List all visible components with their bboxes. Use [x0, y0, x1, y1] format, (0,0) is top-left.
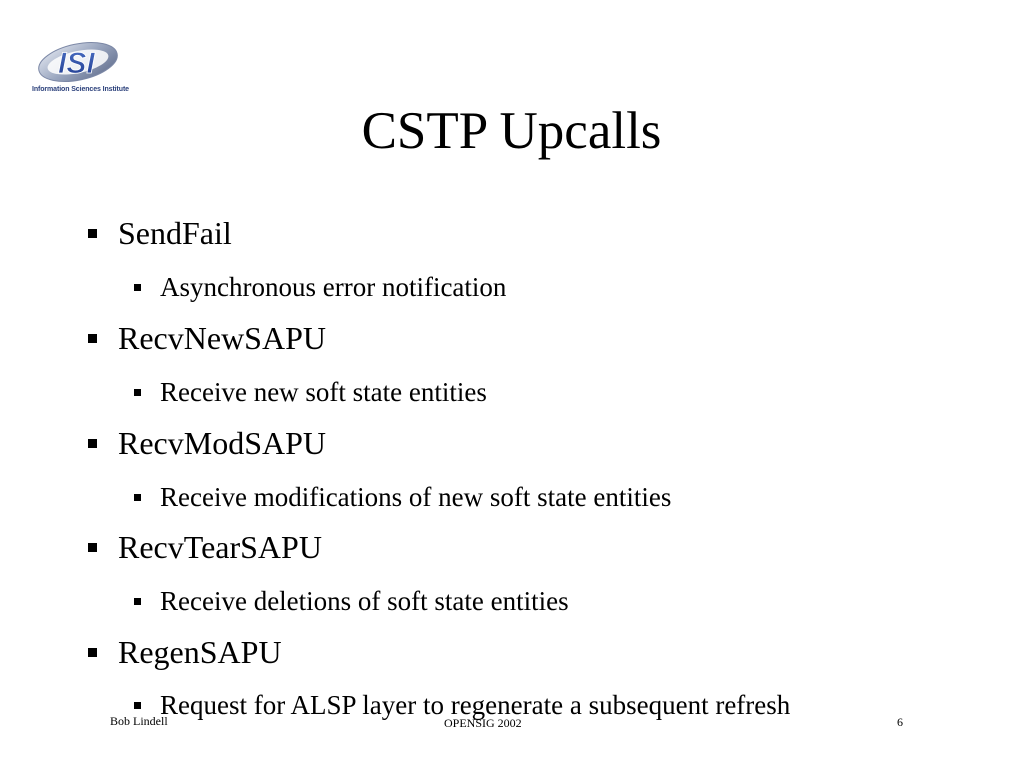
sub-bullet-text: Receive deletions of soft state entities	[160, 586, 569, 616]
bullet-item	[88, 527, 322, 567]
svg-text:ISI: ISI	[58, 47, 95, 80]
square-bullet-icon	[88, 543, 97, 552]
footer-author: Bob Lindell	[110, 714, 168, 728]
square-bullet-icon	[134, 702, 141, 709]
sub-bullet-item	[134, 270, 506, 304]
bullet-item	[88, 318, 326, 358]
sub-bullet-item	[134, 480, 671, 514]
bullet-text: RecvModSAPU	[118, 425, 327, 461]
square-bullet-icon	[134, 389, 141, 396]
slide-title: CSTP Upcalls	[361, 102, 662, 160]
square-bullet-icon	[134, 494, 141, 501]
square-bullet-icon	[88, 229, 97, 238]
square-bullet-icon	[134, 284, 141, 291]
sub-bullet-text: Asynchronous error notification	[160, 272, 507, 302]
bullet-text: SendFail	[118, 215, 232, 251]
sub-bullet-text: Request for ALSP layer to regenerate a subsequent refresh	[160, 690, 791, 720]
sub-bullet-item	[134, 584, 569, 618]
bullet-item	[88, 632, 282, 672]
sub-bullet-text: Receive modifications of new soft state entities	[160, 482, 672, 512]
square-bullet-icon	[88, 334, 97, 343]
footer-event: OPENSIG 2002	[444, 716, 522, 730]
bullet-text: RecvNewSAPU	[118, 320, 326, 356]
logo-caption: Information Sciences Institute	[32, 86, 129, 93]
bullet-text: RegenSAPU	[118, 634, 282, 670]
bullet-text: RecvTearSAPU	[118, 529, 322, 565]
footer-page-number: 6	[897, 715, 903, 729]
square-bullet-icon	[88, 648, 97, 657]
bullet-item	[88, 423, 326, 463]
sub-bullet-text: Receive new soft state entities	[160, 377, 487, 407]
sub-bullet-item	[134, 375, 487, 409]
square-bullet-icon	[88, 439, 97, 448]
bullet-item	[88, 213, 232, 253]
square-bullet-icon	[134, 598, 141, 605]
